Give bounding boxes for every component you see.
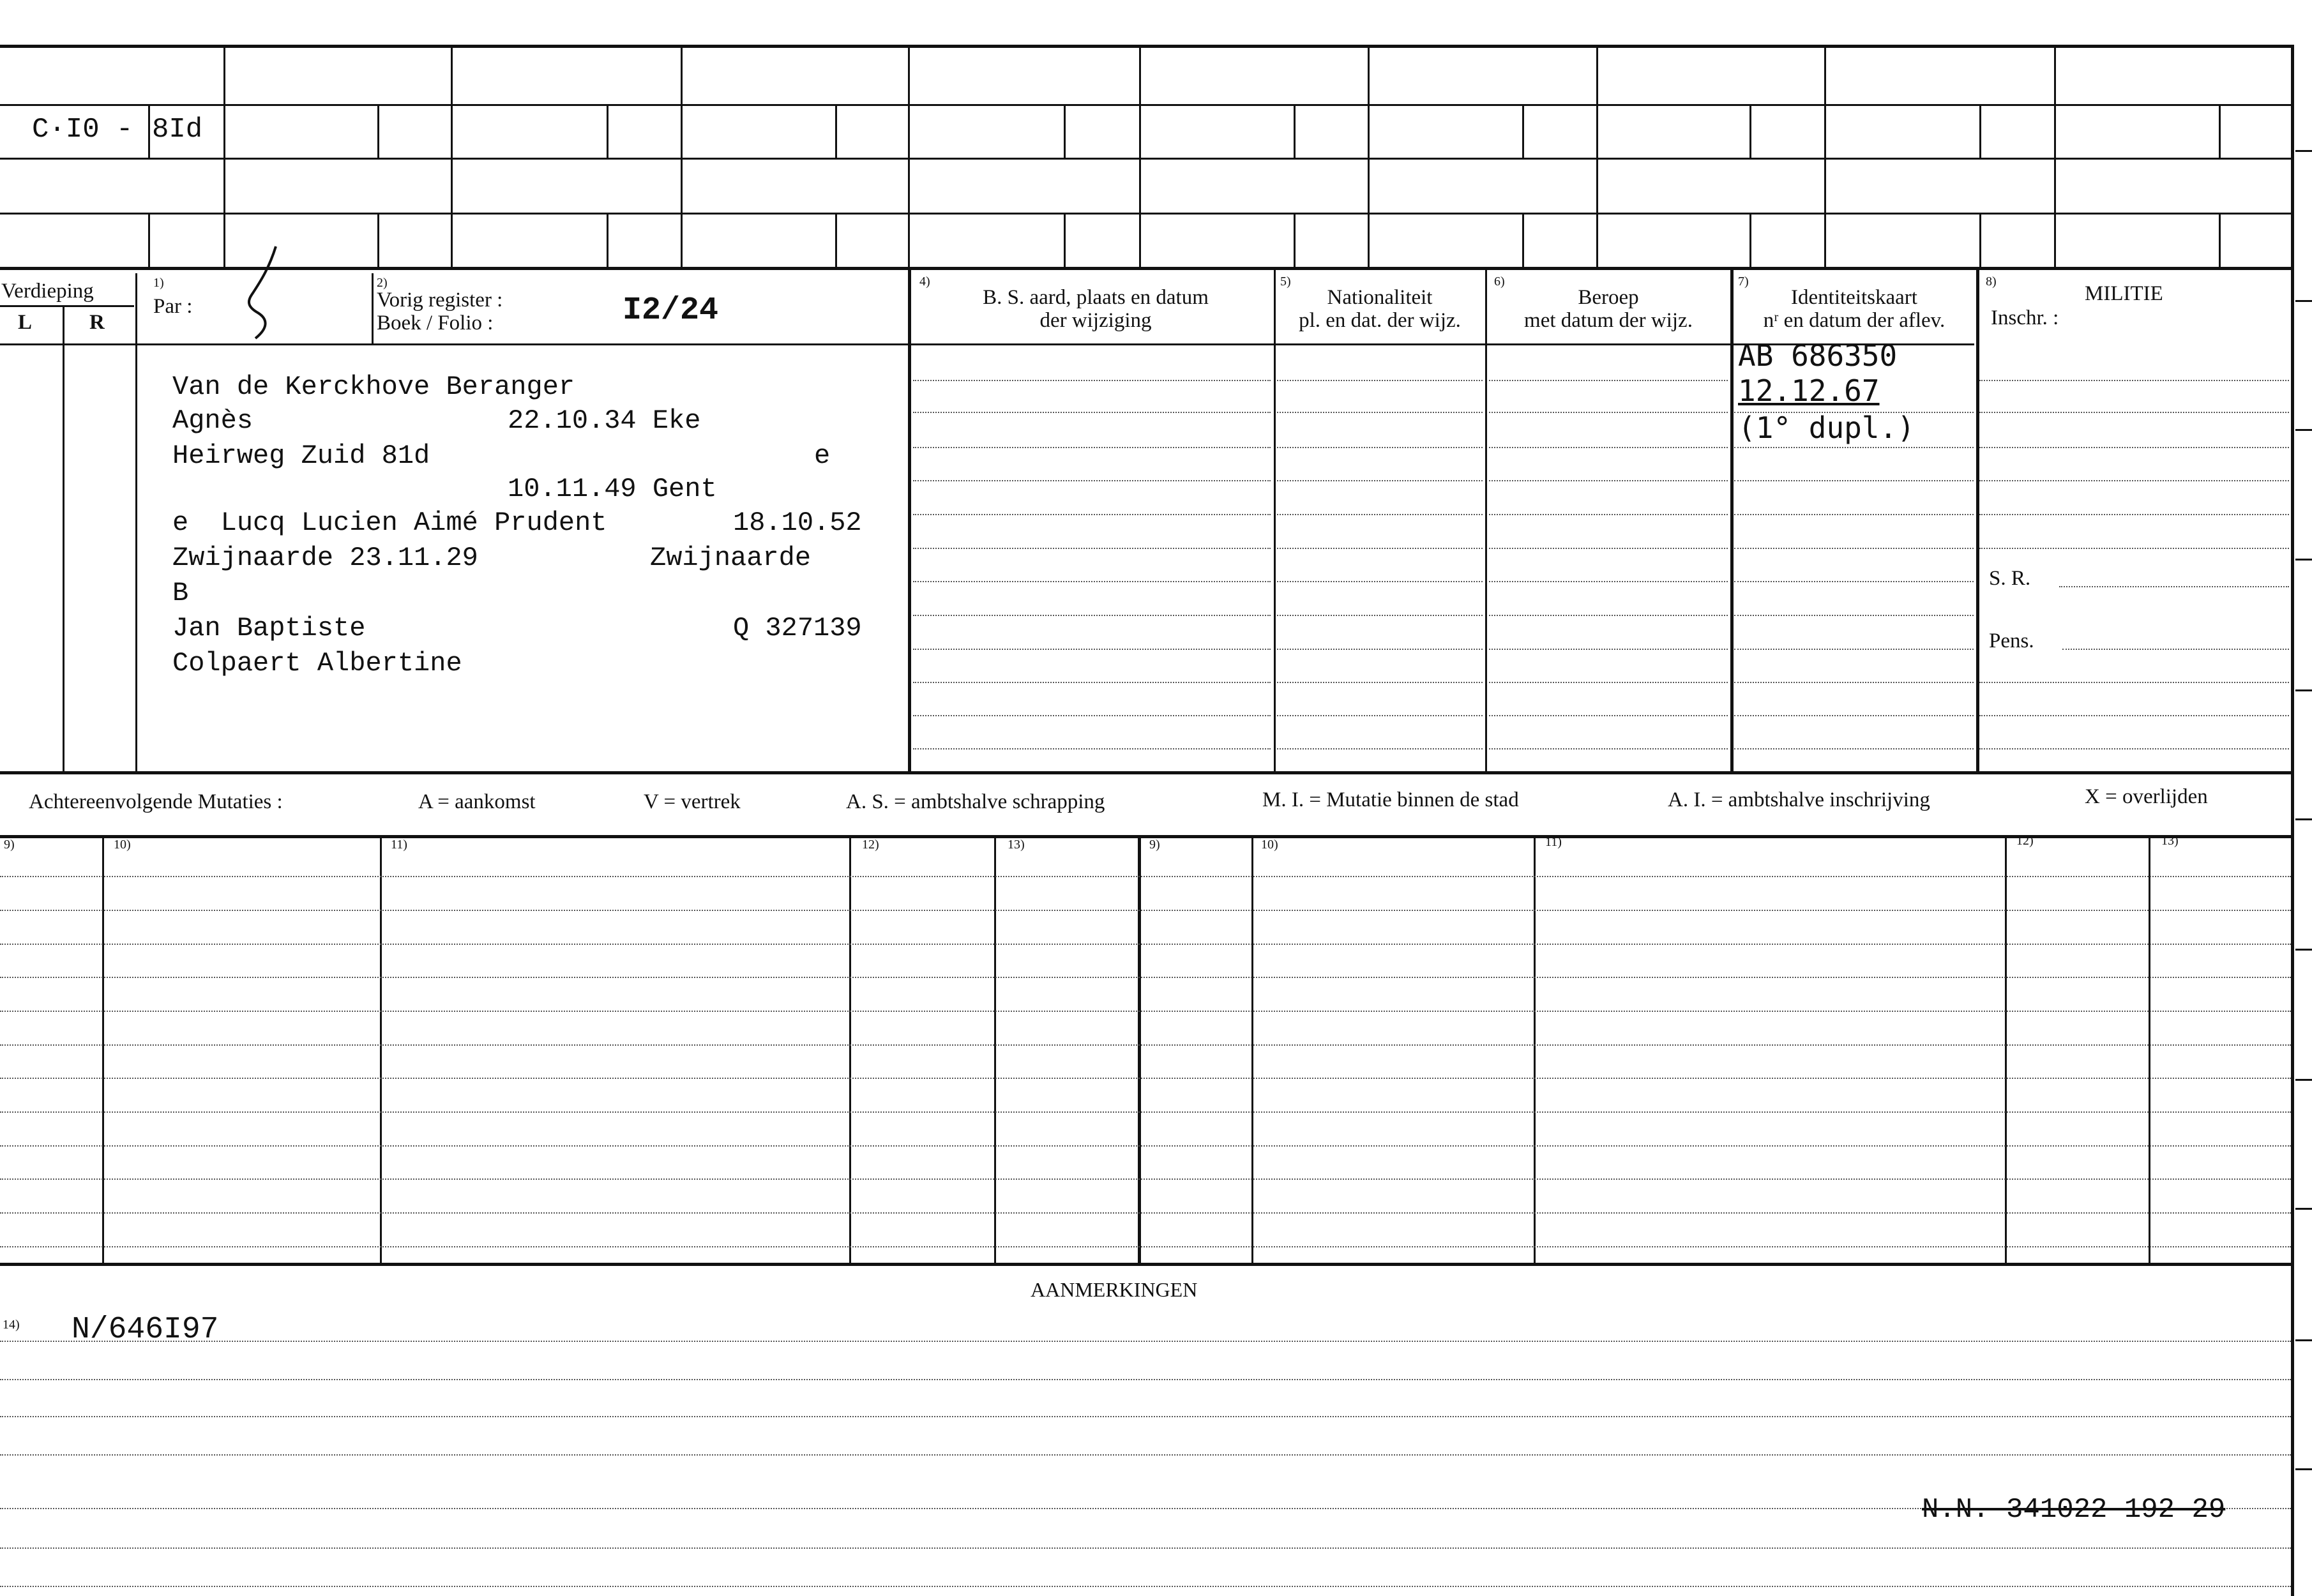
person-spouse-birth: Zwijnaarde 23.11.29 — [172, 543, 478, 573]
person-code: Q 327139 — [733, 613, 862, 644]
mut-col12-left: 12) — [862, 838, 879, 852]
person-mother: Colpaert Albertine — [172, 648, 462, 679]
header-col4: B. S. aard, plaats en datum der wijziging — [983, 286, 1209, 332]
col7-number: 7) — [1738, 275, 1749, 289]
header-militie: MILITIE — [2085, 282, 2163, 305]
person-father: Jan Baptiste — [172, 613, 366, 644]
header-verdieping: Verdieping — [1, 280, 94, 303]
person-first-name: Agnès — [172, 405, 253, 436]
mut-col9-right: 9) — [1149, 838, 1160, 852]
mutations-title: Achtereenvolgende Mutaties : — [29, 790, 283, 813]
mut-col10-left: 10) — [114, 838, 131, 852]
header-r: R — [89, 311, 105, 334]
mut-col13-left: 13) — [1008, 838, 1025, 852]
remarks-number: 14) — [3, 1318, 20, 1332]
label-pens: Pens. — [1989, 629, 2034, 652]
mut-col10-right: 10) — [1261, 838, 1278, 852]
col2-number: 2) — [377, 276, 388, 290]
col1-number: 1) — [153, 276, 164, 290]
legend-x: X = overlijden — [2085, 785, 2208, 808]
mut-col9-left: 9) — [4, 838, 15, 852]
label-sr: S. R. — [1989, 567, 2031, 590]
id-card-note: (1° dupl.) — [1738, 410, 1915, 445]
par-signature-mark — [236, 241, 287, 343]
id-card-date: 12.12.67 — [1738, 373, 1880, 408]
person-name: Van de Kerckhove Beranger — [172, 372, 575, 402]
header-col6: Beroep met datum der wijz. — [1524, 286, 1693, 332]
col6-number: 6) — [1494, 275, 1505, 289]
label-inschr: Inschr. : — [1991, 306, 2059, 329]
col4-number: 4) — [919, 275, 930, 289]
mut-col11-left: 11) — [391, 838, 407, 852]
boek-folio-value: I2/24 — [623, 292, 719, 329]
header-col5: Nationaliteit pl. en dat. der wijz. — [1299, 286, 1461, 332]
person-address: Heirweg Zuid 81d — [172, 440, 430, 471]
col8-number: 8) — [1986, 275, 1997, 289]
mut-col12-right: 12) — [2016, 834, 2034, 848]
header-vorig-register: Vorig register : — [377, 289, 503, 312]
mut-col13-right: 13) — [2161, 834, 2179, 848]
mut-col11-right: 11) — [1545, 835, 1562, 849]
remarks-title: AANMERKINGEN — [1031, 1278, 1198, 1301]
header-boek-folio: Boek / Folio : — [377, 312, 494, 335]
card-code: C·I0 - — [32, 114, 133, 146]
legend-a: A = aankomst — [418, 790, 536, 813]
legend-as: A. S. = ambtshalve schrapping — [846, 790, 1105, 813]
person-birth: 22.10.34 Eke — [508, 405, 701, 436]
person-mark: e — [814, 440, 831, 471]
header-par: Par : — [153, 295, 193, 318]
person-spouse: e Lucq Lucien Aimé Prudent — [172, 508, 607, 538]
id-card-number: AB 686350 — [1738, 338, 1898, 373]
col5-number: 5) — [1280, 275, 1291, 289]
header-col7: Identiteitskaart nʳ en datum der aflev. — [1763, 286, 1946, 332]
national-number: N.N. 341022 192 29 — [1922, 1494, 2226, 1526]
person-marriage-place: Zwijnaarde — [650, 543, 812, 573]
legend-ai: A. I. = ambtshalve inschrijving — [1668, 788, 1930, 811]
person-b: B — [172, 578, 189, 608]
person-arrival: 10.11.49 Gent — [508, 474, 717, 504]
card-house-number: 8Id — [152, 114, 203, 146]
legend-v: V = vertrek — [644, 790, 741, 813]
legend-mi: M. I. = Mutatie binnen de stad — [1262, 788, 1519, 811]
header-l: L — [18, 311, 33, 334]
remarks-value: N/646I97 — [72, 1313, 219, 1347]
person-marriage-date: 18.10.52 — [733, 508, 862, 538]
